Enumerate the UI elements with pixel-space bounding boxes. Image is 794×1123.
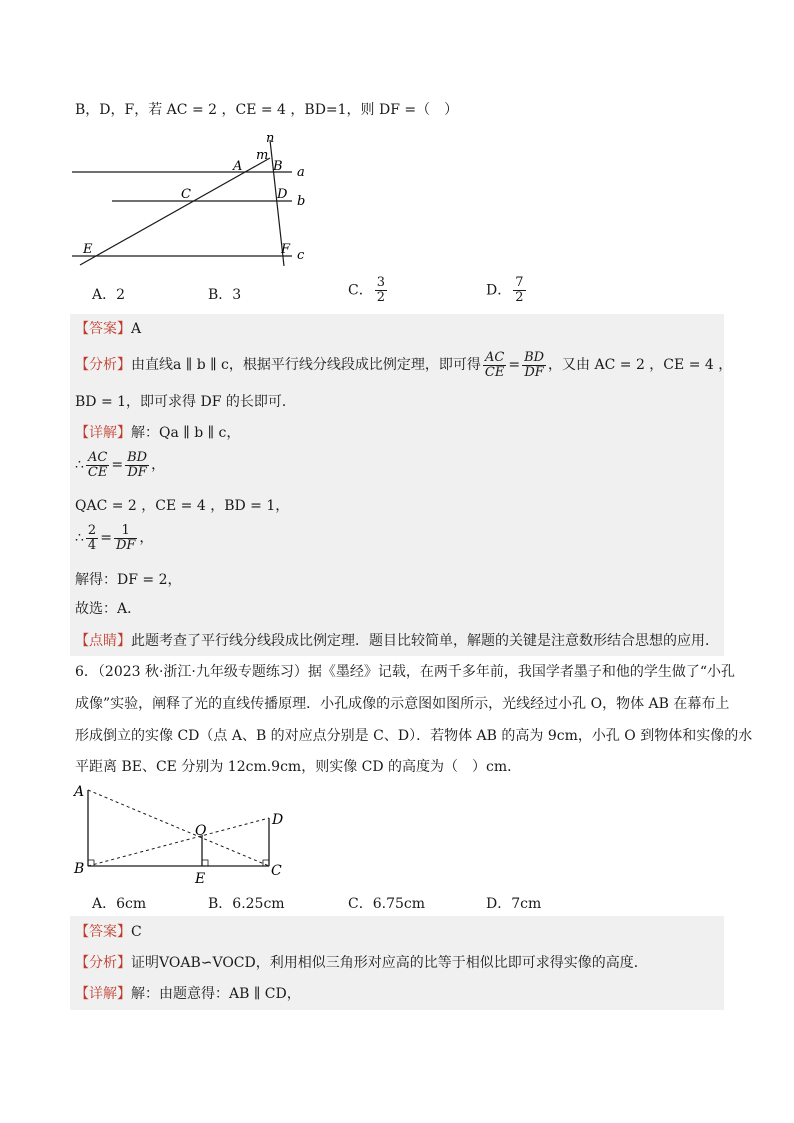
q5-detail-line5: 解得：DF = 2， xyxy=(75,572,182,588)
q5-parallel-lines-figure xyxy=(60,128,320,273)
label-E: E xyxy=(195,871,206,886)
q6-stem-line2: 成像”实验，阐释了光的直线传播原理．小孔成像的示意图如图所示，光线经过小孔 O，物体 AB 在幕布上 xyxy=(75,696,730,712)
q6-option-c[interactable]: C．6.75cm xyxy=(348,896,426,912)
q5-option-c[interactable]: C． $\frac{3}{2}$ xyxy=(348,275,385,305)
q6-analysis: 【分析】证明VOAB∽VOCD，利用相似三角形对应高的比等于相似比即可求得实像的高度． xyxy=(75,955,648,971)
q5-analysis-line1: 【分析】由直线a ∥ b ∥ c，根据平行线分线段成比例定理，即可得 $\frac{AC}{CE}$ = $\frac{BD}{DF}$ ，又由 AC = 2 ，CE = 4 ， xyxy=(75,349,733,380)
label-D: D xyxy=(272,812,284,828)
q6-option-d[interactable]: D．7cm xyxy=(486,896,542,912)
label-B: B xyxy=(273,159,283,174)
q5-detail-line2: ∴ $\frac{AC}{CE}$ = $\frac{BD}{DF}$ ， xyxy=(75,449,166,480)
q5-detail-line4: ∴ $\frac{2}{4}$ = $\frac{1}{DF}$ ， xyxy=(75,522,154,553)
label-F: F xyxy=(281,242,291,257)
q6-option-b[interactable]: B．6.25cm xyxy=(208,896,285,912)
label-C: C xyxy=(181,187,191,202)
label-D: D xyxy=(277,187,288,202)
label-c: c xyxy=(297,248,305,263)
q6-stem-line1: 6．（2023 秋·浙江·九年级专题练习）据《墨经》记载，在两千多年前，我国学者墨子和他的学生做了“小孔 xyxy=(75,664,736,680)
label-b: b xyxy=(297,194,306,209)
q6-answer: 【答案】C xyxy=(75,924,142,940)
q6-stem-line4: 平距离 BE、CE 分别为 12cm.9cm，则实像 CD 的高度为（ ）cm． xyxy=(75,759,522,775)
q5-option-a[interactable]: A．2 xyxy=(92,287,126,303)
q6-pinhole-figure xyxy=(66,782,296,886)
label-a: a xyxy=(297,165,305,180)
label-A: A xyxy=(233,159,243,174)
q5-analysis-line2: BD = 1，即可求得 DF 的长即可． xyxy=(75,394,296,410)
label-A: A xyxy=(74,784,85,800)
q5-detail-line3: QAC = 2 ，CE = 4 ，BD = 1， xyxy=(75,498,290,514)
label-O: O xyxy=(195,823,207,839)
q6-option-a[interactable]: A．6cm xyxy=(92,896,147,912)
q5-comment: 【点睛】此题考查了平行线分线段成比例定理．题目比较简单，解题的关键是注意数形结合思想的应用． xyxy=(75,633,719,649)
q6-detail-line1: 【详解】解：由题意得：AB ∥ CD， xyxy=(75,986,301,1002)
label-C: C xyxy=(271,863,282,879)
q5-stem: B，D，F，若 AC = 2 ，CE = 4 ，BD=1，则 DF =（ ） xyxy=(75,102,459,118)
label-E: E xyxy=(83,242,93,257)
q6-stem-line3: 形成倒立的实像 CD（点 A、B 的对应点分别是 C、D）．若物体 AB 的高为 9cm，小孔 O 到物体和实像的水 xyxy=(75,728,753,744)
q5-option-d[interactable]: D． $\frac{7}{2}$ xyxy=(486,275,524,305)
label-n: n xyxy=(266,131,275,146)
q5-answer: 【答案】A xyxy=(75,321,142,337)
label-B: B xyxy=(74,861,85,877)
q5-detail-line1: 【详解】解：Qa ∥ b ∥ c， xyxy=(75,425,241,441)
q5-option-b[interactable]: B．3 xyxy=(208,287,242,303)
label-m: m xyxy=(256,148,269,163)
q5-detail-line6: 故选：A． xyxy=(75,601,142,617)
